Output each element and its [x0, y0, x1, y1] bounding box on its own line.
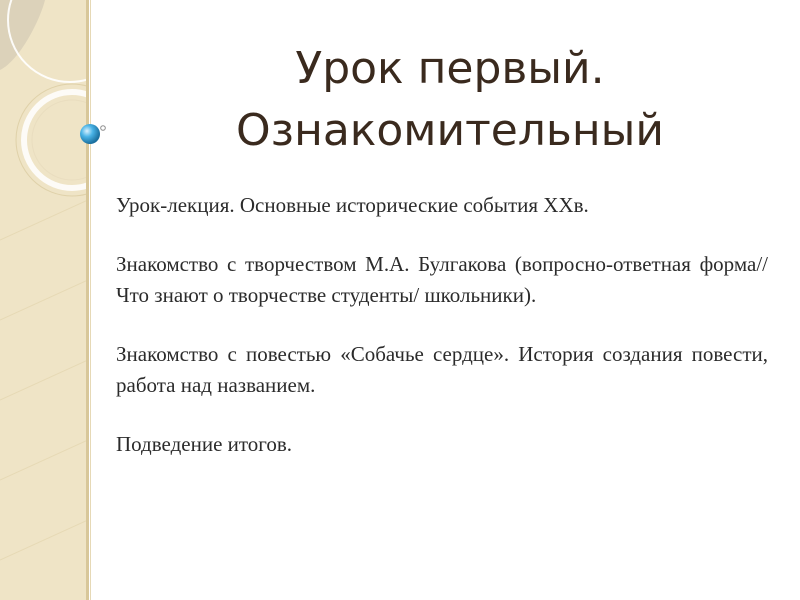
paragraph-lecture: Урок-лекция. Основные исторические события ХХв.	[116, 193, 589, 217]
paragraph-bulgakov: Знакомство с творчеством М.А. Булгакова (вопросно-ответная форма// Что знают о творчестве студенты/ школьники).	[116, 252, 768, 307]
paragraph-story: Знакомство с повестью «Собачье сердце». История создания повести, работа над названием.	[116, 342, 768, 397]
blue-sphere-icon	[76, 118, 108, 150]
title-line-1: Урок первый.	[295, 43, 605, 94]
paragraph-summary: Подведение итогов.	[116, 432, 293, 456]
slide-body	[116, 190, 768, 488]
decorative-circles	[0, 0, 88, 600]
slide-title	[150, 38, 750, 162]
title-line-2: Ознакомительный	[236, 105, 664, 156]
side-band-edge-line	[90, 0, 91, 600]
decorative-side-band	[0, 0, 88, 600]
side-band-edge	[86, 0, 89, 600]
